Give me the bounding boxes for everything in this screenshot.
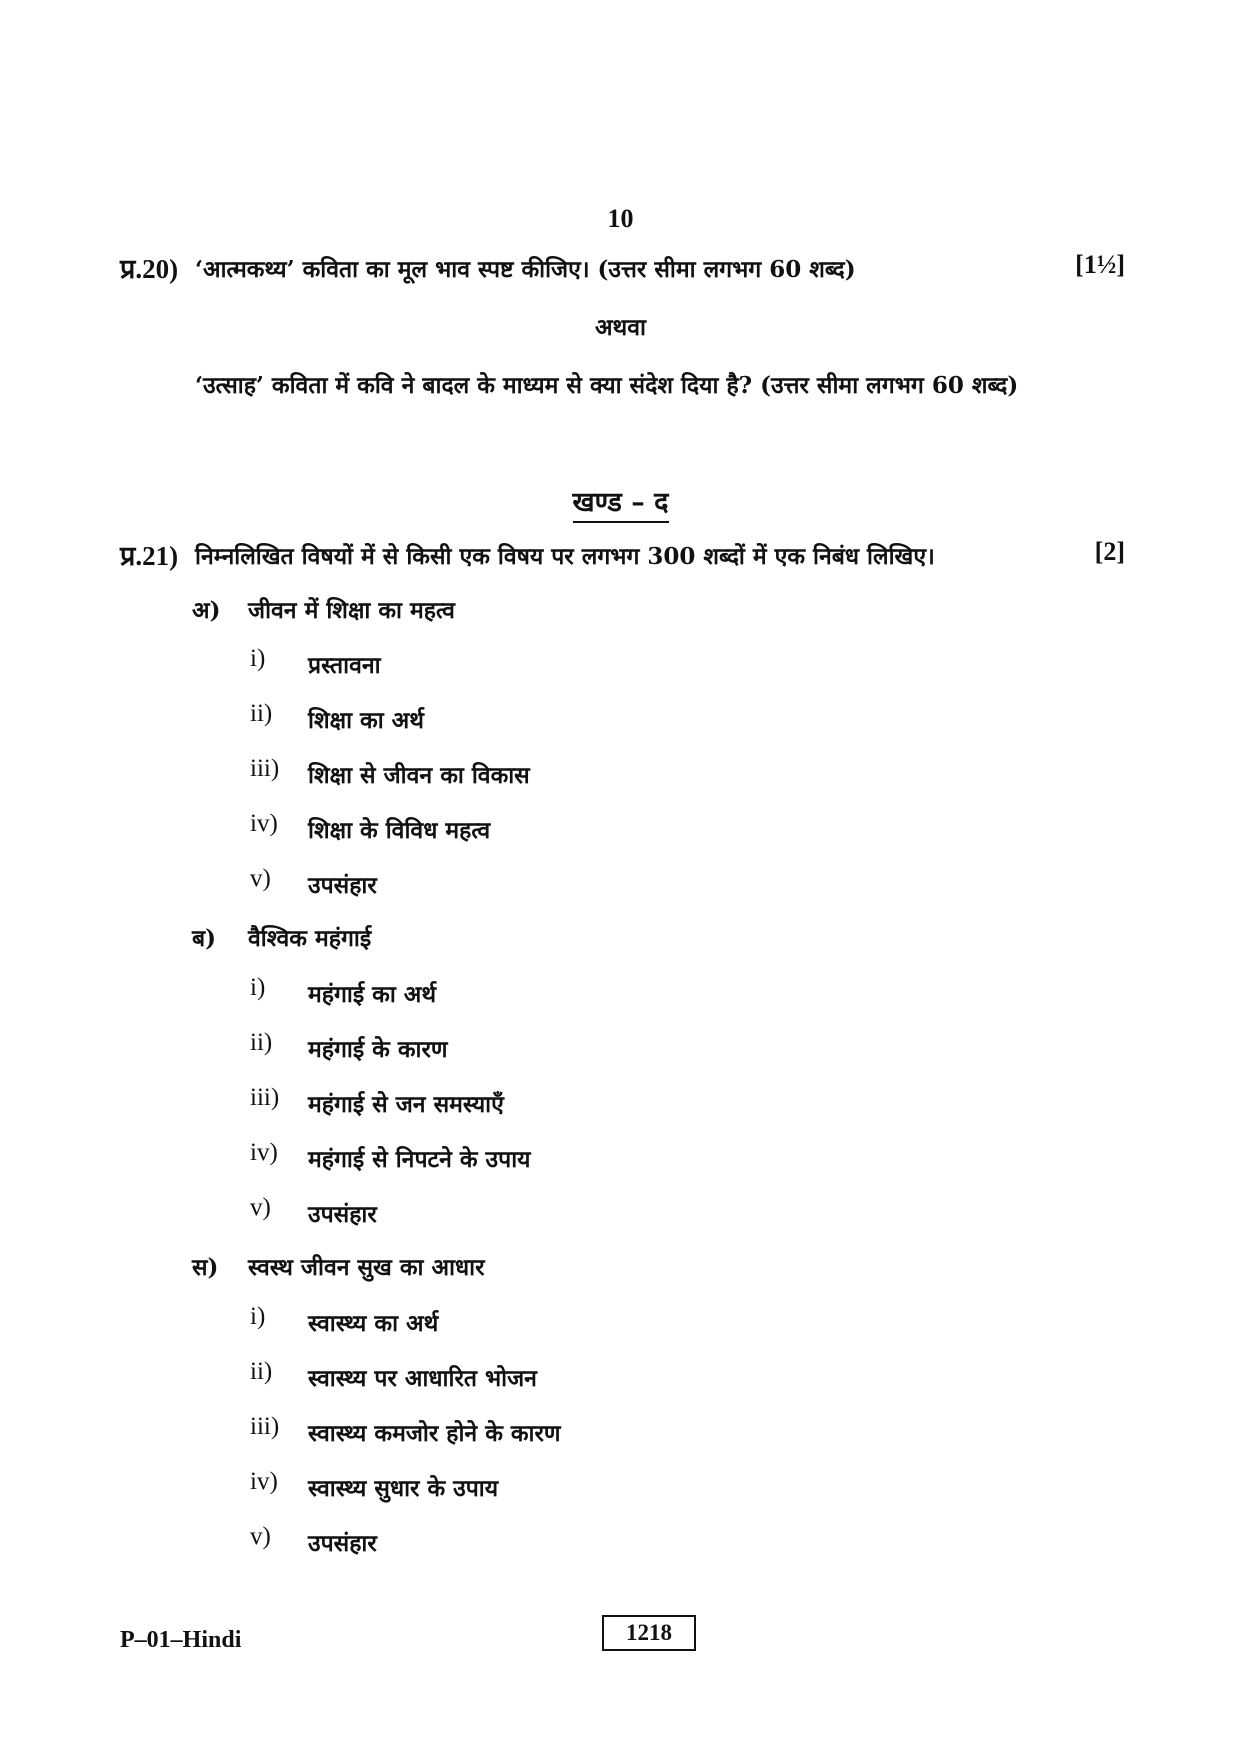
section-heading-wrapper	[0, 482, 1241, 523]
page-number: 10	[607, 204, 634, 233]
question-20-alternative: ‘उत्साह’ कविता में कवि ने बादल के माध्यम से क्या संदेश दिया है? (उत्तर सीमा लगभग 60 शब्द)	[195, 372, 1019, 399]
topic-b-label: ब)	[192, 925, 217, 952]
topic-c-label: स)	[192, 1254, 219, 1281]
topic-c-point-2-label: ii)	[250, 1358, 273, 1385]
topic-b-point-3-label: iii)	[250, 1084, 280, 1111]
topic-b-point-2-text: महंगाई के कारण	[308, 1036, 448, 1063]
topic-a-point-2-label: ii)	[250, 700, 273, 727]
question-21-text: निम्नलिखित विषयों में से किसी एक विषय पर लगभग 300 शब्दों में एक निबंध लिखिए।	[195, 543, 935, 570]
page-code-box: 1218	[602, 1615, 696, 1651]
topic-c-point-1-text: स्वास्थ्य का अर्थ	[308, 1310, 439, 1337]
topic-a-point-4-label: iv)	[250, 810, 278, 837]
section-heading: खण्ड – द	[573, 482, 669, 523]
topic-a-point-3-label: iii)	[250, 755, 280, 782]
topic-b-point-4-label: iv)	[250, 1139, 278, 1166]
topic-a-point-2-text: शिक्षा का अर्थ	[308, 707, 424, 734]
topic-a-point-1-label: i)	[250, 645, 266, 672]
topic-b-point-1-text: महंगाई का अर्थ	[308, 981, 437, 1008]
topic-c-point-2-text: स्वास्थ्य पर आधारित भोजन	[308, 1365, 537, 1392]
question-21-number: प्र.21)	[120, 541, 179, 571]
topic-a-point-4-text: शिक्षा के विविध महत्व	[308, 817, 491, 844]
topic-a-title: जीवन में शिक्षा का महत्व	[248, 597, 455, 624]
paper-code: P–01–Hindi	[120, 1627, 242, 1653]
question-20-marks: [1½]	[1075, 250, 1125, 279]
topic-c-point-5-label: v)	[250, 1523, 271, 1550]
topic-b-point-4-text: महंगाई से निपटने के उपाय	[308, 1146, 531, 1173]
topic-b-title: वैश्विक महंगाई	[248, 925, 372, 952]
topic-c-point-4-text: स्वास्थ्य सुधार के उपाय	[308, 1475, 499, 1502]
topic-b-point-5-text: उपसंहार	[308, 1201, 377, 1228]
topic-c-point-3-label: iii)	[250, 1413, 280, 1440]
topic-a-point-3-text: शिक्षा से जीवन का विकास	[308, 762, 530, 789]
topic-b-point-5-label: v)	[250, 1194, 271, 1221]
topic-c-title: स्वस्थ जीवन सुख का आधार	[248, 1254, 485, 1281]
question-20-number: प्र.20)	[120, 254, 179, 284]
topic-a-point-5-label: v)	[250, 865, 271, 892]
topic-c-point-3-text: स्वास्थ्य कमजोर होने के कारण	[308, 1420, 561, 1447]
topic-a-point-1-text: प्रस्तावना	[308, 652, 381, 679]
topic-b-point-3-text: महंगाई से जन समस्याएँ	[308, 1091, 504, 1118]
topic-b-point-1-label: i)	[250, 974, 266, 1001]
or-label: अथवा	[594, 314, 646, 341]
question-20-text: ‘आत्मकथ्य’ कविता का मूल भाव स्पष्ट कीजिए। (उत्तर सीमा लगभग 60 शब्द)	[195, 256, 856, 283]
topic-a-label: अ)	[192, 597, 221, 624]
topic-a-point-5-text: उपसंहार	[308, 872, 377, 899]
topic-b-point-2-label: ii)	[250, 1029, 273, 1056]
topic-c-point-1-label: i)	[250, 1303, 266, 1330]
topic-c-point-5-text: उपसंहार	[308, 1530, 377, 1557]
question-21-marks: [2]	[1094, 537, 1125, 566]
topic-c-point-4-label: iv)	[250, 1468, 278, 1495]
